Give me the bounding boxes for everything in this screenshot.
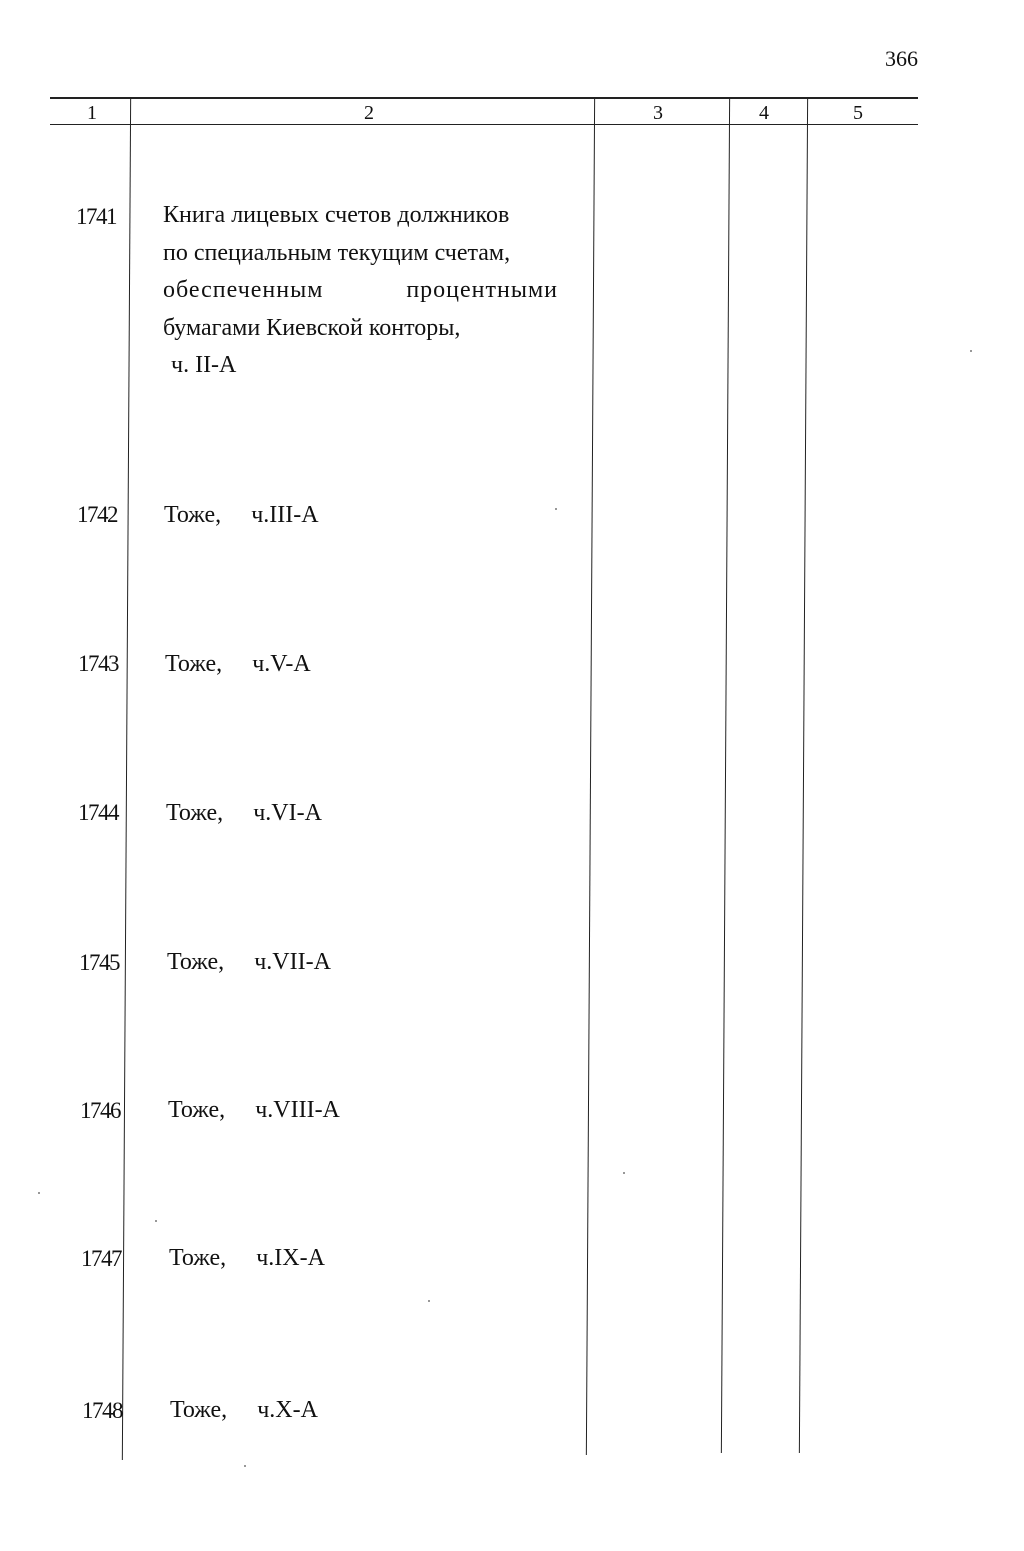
entry-text xyxy=(169,1240,325,1277)
entry-text xyxy=(170,1392,318,1429)
description-part: ч. II-А xyxy=(171,352,237,378)
entry-part: ч.VII-А xyxy=(254,949,331,975)
entry-number: 1742 xyxy=(77,502,117,527)
entry-text xyxy=(166,795,322,832)
column-divider-2 xyxy=(586,97,595,1455)
column-header-1: 1 xyxy=(87,102,97,124)
description-line: Книга лицевых счетов должников xyxy=(163,202,510,228)
entry-part: ч.VIII-А xyxy=(255,1097,340,1123)
description-line: бумагами Киевской конторы, xyxy=(163,314,461,341)
column-divider-1 xyxy=(122,97,131,1460)
entry-number: 1747 xyxy=(81,1246,121,1271)
column-header-5: 5 xyxy=(853,102,863,124)
header-bottom-rule xyxy=(50,124,918,125)
entry-label: Тоже, xyxy=(167,949,225,975)
entry-part: ч.X-А xyxy=(257,1397,318,1423)
entry-number: 1744 xyxy=(78,800,118,825)
scan-speck xyxy=(155,1220,157,1222)
description-word: процентными xyxy=(406,277,558,303)
scan-speck xyxy=(623,1172,625,1174)
scan-speck xyxy=(970,350,972,352)
entry-part: ч.III-А xyxy=(251,502,319,528)
column-divider-4 xyxy=(799,97,808,1453)
description-word: обеспеченным xyxy=(163,277,324,303)
scan-speck xyxy=(38,1192,40,1194)
scan-speck xyxy=(555,508,557,510)
entry-part: ч.IX-А xyxy=(256,1245,325,1271)
header-top-rule xyxy=(50,97,918,99)
entry-number: 1745 xyxy=(79,950,119,975)
column-header-3: 3 xyxy=(653,102,663,124)
entry-text xyxy=(168,1092,340,1129)
column-header-2: 2 xyxy=(364,102,374,124)
entry-description xyxy=(163,197,558,385)
entry-label: Тоже, xyxy=(168,1097,226,1123)
entry-label: Тоже, xyxy=(164,502,222,528)
entry-label: Тоже, xyxy=(169,1245,227,1271)
scan-speck xyxy=(428,1300,430,1302)
entry-number: 1748 xyxy=(82,1398,122,1423)
column-divider-3 xyxy=(721,97,730,1453)
entry-number: 1746 xyxy=(80,1098,120,1123)
entry-part: ч.V-А xyxy=(252,651,311,677)
entry-number: 1743 xyxy=(78,651,118,676)
column-header-4: 4 xyxy=(759,102,769,124)
entry-text xyxy=(165,646,311,683)
entry-label: Тоже, xyxy=(170,1397,228,1423)
entry-label: Тоже, xyxy=(166,800,224,826)
entry-part: ч.VI-А xyxy=(253,800,322,826)
page-number: 366 xyxy=(885,46,918,71)
scan-speck xyxy=(244,1465,246,1467)
entry-number: 1741 xyxy=(76,204,116,229)
entry-text xyxy=(167,944,331,981)
description-line: по специальным текущим счетам, xyxy=(163,239,511,266)
entry-label: Тоже, xyxy=(165,651,223,677)
description-line xyxy=(163,272,558,310)
entry-text xyxy=(164,497,319,534)
